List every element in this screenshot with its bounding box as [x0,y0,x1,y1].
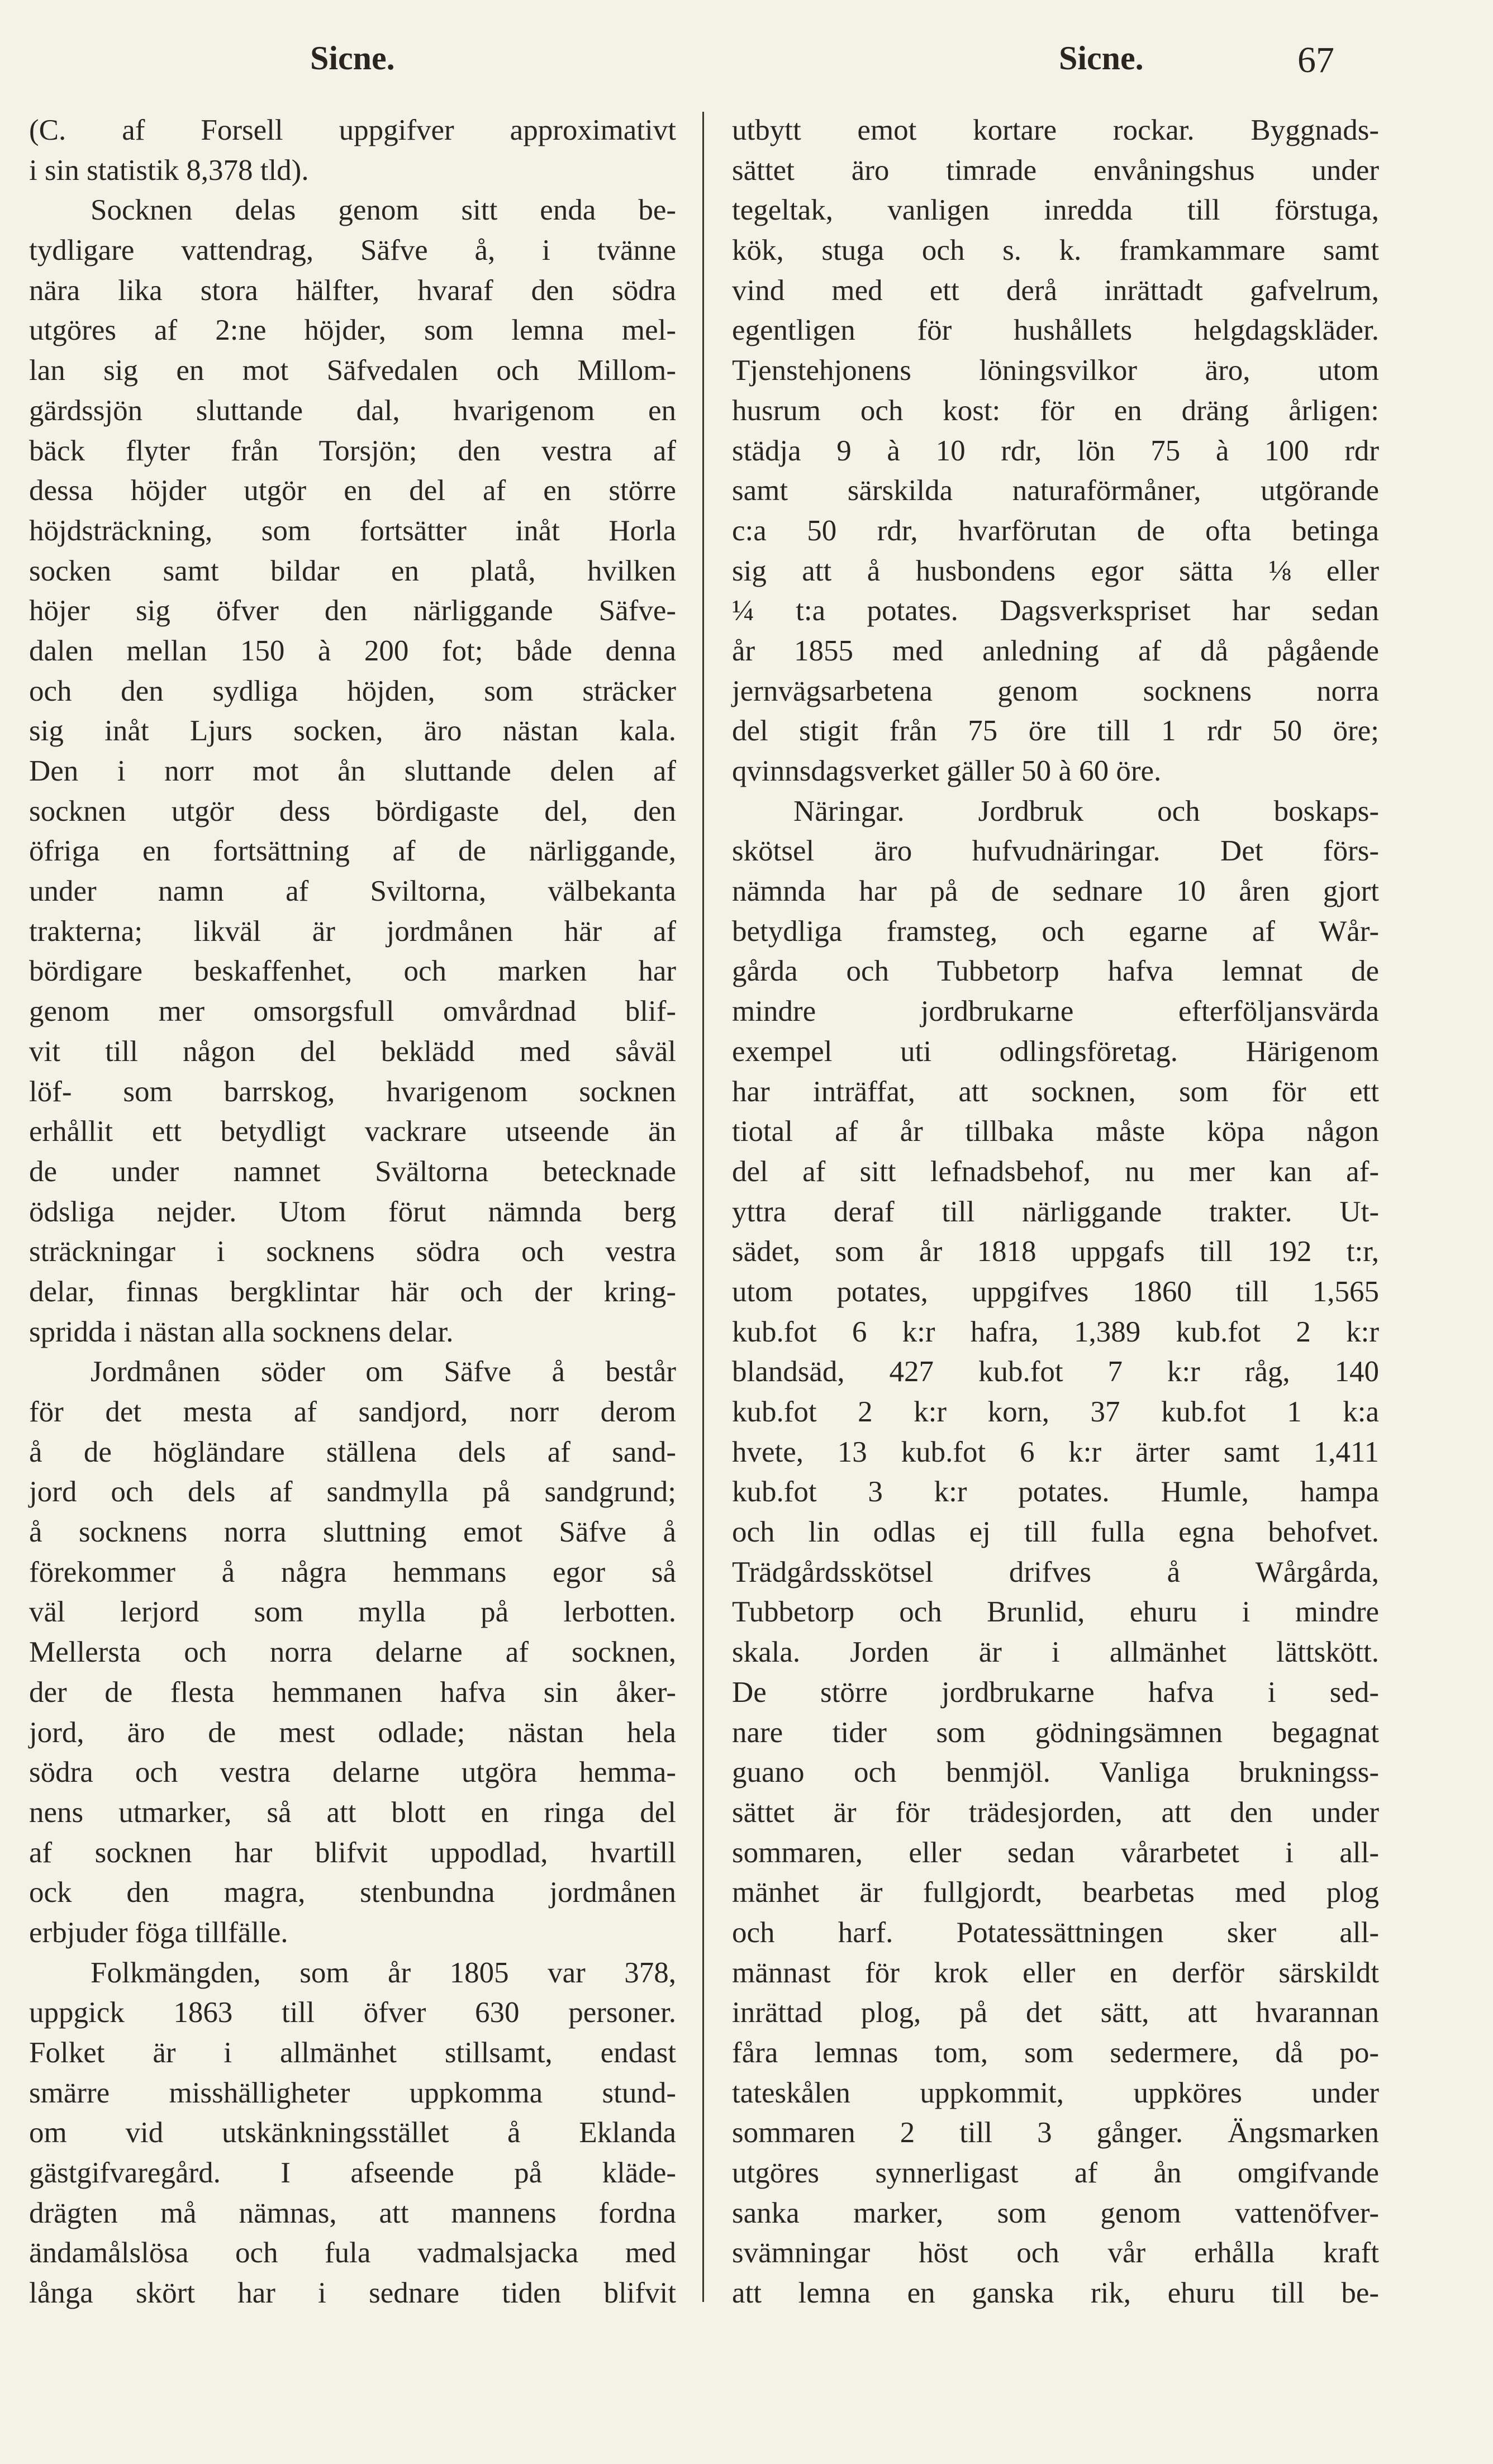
text-line: och lin odlas ej till fulla egna behofvet. [732,1516,1379,1549]
text-line: kub.fot 2 k:r korn, 37 kub.fot 1 k:a [732,1396,1379,1428]
text-line: nare tider som gödningsämnen begagnat [732,1716,1379,1749]
text-line: å de högländare ställena dels af sand- [29,1435,676,1468]
text-line: kub.fot 6 k:r hafra, 1,389 kub.fot 2 k:r [732,1315,1379,1348]
text-line: exempel uti odlingsföretag. Härigenom [732,1035,1379,1068]
running-head-right: Sicne. [1059,40,1144,77]
text-line: år 1855 med anledning af då pågående [732,634,1379,667]
text-line: under namn af Sviltorna, välbekanta [29,875,676,908]
text-line: (C. af Forsell uppgifver approximativt [29,114,676,146]
text-line: drägten må nämnas, att mannens fordna [29,2196,676,2229]
text-line: tiotal af år tillbaka måste köpa någon [732,1115,1379,1148]
text-line: De större jordbrukarne hafva i sed- [732,1676,1379,1709]
text-line: Mellersta och norra delarne af socknen, [29,1636,676,1669]
text-line: af socknen har blifvit uppodlad, hvartill [29,1836,676,1869]
text-line: dessa höjder utgör en del af en större [29,474,676,507]
text-line: i sin statistik 8,378 tld). [29,154,309,187]
text-line: Folket är i allmänhet stillsamt, endast [29,2037,676,2069]
text-line: jernvägsarbetena genom socknens norra [732,674,1379,707]
text-line: Den i norr mot ån sluttande delen af [29,755,676,787]
text-line: spridda i nästan alla socknens delar. [29,1315,454,1348]
text-line: att lemna en ganska rik, ehuru till be- [732,2277,1379,2310]
right-text-column [732,111,1379,2314]
text-line: samt särskilda naturaförmåner, utgörande [732,474,1379,507]
text-line: nens utmarker, så att blott en ringa del [29,1796,676,1829]
text-line: sommaren 2 till 3 gånger. Ängsmarken [732,2116,1379,2149]
text-line: skala. Jorden är i allmänhet lättskött. [732,1636,1379,1669]
text-line: å socknens norra sluttning emot Säfve å [29,1516,676,1549]
text-line: bördigare beskaffenhet, och marken har [29,955,676,988]
text-line: södra och vestra delarne utgöra hemma- [29,1756,676,1789]
text-line: Trädgårdsskötsel drifves å Wårgårda, [732,1556,1379,1588]
text-line: tydligare vattendrag, Säfve å, i tvänne [29,234,676,267]
text-line: sig att å husbondens egor sätta ⅛ eller [732,554,1379,587]
text-line: erbjuder föga tillfälle. [29,1916,288,1949]
text-line: om vid utskänkningsstället å Eklanda [29,2116,676,2149]
text-line: skötsel äro hufvudnäringar. Det förs- [732,835,1379,868]
text-line: utgöres synnerligast af ån omgifvande [732,2157,1379,2190]
page-number: 67 [1297,40,1334,80]
text-line: genom mer omsorgsfull omvårdnad blif- [29,995,676,1028]
text-line: socken samt bildar en platå, hvilken [29,554,676,587]
text-line: egentligen för hushållets helgdagskläder. [732,314,1379,347]
text-line: sommaren, eller sedan vårarbetet i all- [732,1836,1379,1869]
text-line: Socknen delas genom sitt enda be- [91,194,676,227]
text-line: guano och benmjöl. Vanliga brukningss- [732,1756,1379,1789]
text-line: del af sitt lefnadsbehof, nu mer kan af- [732,1155,1379,1188]
running-head-left: Sicne. [310,40,395,77]
text-line: Jordmånen söder om Säfve å består [91,1355,676,1388]
text-line: yttra deraf till närliggande trakter. Ut- [732,1195,1379,1228]
text-line: socknen utgör dess bördigaste del, den [29,795,676,827]
left-text-column [29,111,676,2314]
text-line: erhållit ett betydligt vackrare utseende än [29,1115,676,1148]
text-line: smärre misshälligheter uppkomma stund- [29,2076,676,2109]
text-line: c:a 50 rdr, hvarförutan de ofta betinga [732,514,1379,547]
text-line: gårda och Tubbetorp hafva lemnat de [732,955,1379,988]
text-line: ödsliga nejder. Utom förut nämnda berg [29,1195,676,1228]
text-line: utbytt emot kortare rockar. Byggnads- [732,114,1379,146]
text-line: nämnda har på de sednare 10 åren gjort [732,875,1379,908]
text-line: nära lika stora hälfter, hvaraf den södra [29,274,676,307]
text-line: jord och dels af sandmylla på sandgrund; [29,1476,676,1509]
text-line: för det mesta af sandjord, norr derom [29,1396,676,1428]
text-line: löf- som barrskog, hvarigenom socknen [29,1075,676,1108]
text-line: betydliga framsteg, och egarne af Wår- [732,915,1379,948]
text-line: Tjenstehjonens löningsvilkor äro, utom [732,354,1379,387]
text-line: ¼ t:a potates. Dagsverkspriset har sedan [732,594,1379,627]
text-line: öfriga en fortsättning af de närliggande, [29,835,676,868]
text-line: tegeltak, vanligen inredda till förstuga, [732,194,1379,227]
column-divider [702,112,704,2302]
text-line: jord, äro de mest odlade; nästan hela [29,1716,676,1749]
text-line: fåra lemnas tom, som sedermere, då po- [732,2037,1379,2069]
text-line: väl lerjord som mylla på lerbotten. [29,1596,676,1629]
text-line: har inträffat, att socknen, som för ett [732,1075,1379,1108]
text-line: männast för krok eller en derför särskildt [732,1956,1379,1989]
text-line: gästgifvaregård. I afseende på kläde- [29,2157,676,2190]
text-line: kub.fot 3 k:r potates. Humle, hampa [732,1476,1379,1509]
text-line: sanka marker, som genom vattenöfver- [732,2196,1379,2229]
text-line: delar, finnas bergklintar här och der kring- [29,1275,676,1308]
text-line: qvinnsdagsverket gäller 50 à 60 öre. [732,755,1162,787]
text-line: hvete, 13 kub.fot 6 k:r ärter samt 1,411 [732,1435,1379,1468]
text-line: vit till någon del beklädd med såväl [29,1035,676,1068]
text-line: höjdsträckning, som fortsätter inåt Horla [29,514,676,547]
text-line: bäck flyter från Torsjön; den vestra af [29,434,676,467]
text-line: sättet är för trädesjorden, att den under [732,1796,1379,1829]
text-line: vind med ett derå inrättadt gafvelrum, [732,274,1379,307]
text-line: Tubbetorp och Brunlid, ehuru i mindre [732,1596,1379,1629]
text-line: svämningar höst och vår erhålla kraft [732,2237,1379,2270]
text-line: och harf. Potatessättningen sker all- [732,1916,1379,1949]
text-line: de under namnet Svältorna betecknade [29,1155,676,1188]
text-line: inrättad plog, på det sätt, att hvarannan [732,1996,1379,2029]
text-line: husrum och kost: för en dräng årligen: [732,394,1379,427]
text-line: mänhet är fullgjordt, bearbetas med plog [732,1876,1379,1909]
text-line: lan sig en mot Säfvedalen och Millom- [29,354,676,387]
text-line: gärdssjön sluttande dal, hvarigenom en [29,394,676,427]
text-line: dalen mellan 150 à 200 fot; både denna [29,634,676,667]
text-line: ändamålslösa och fula vadmalsjacka med [29,2237,676,2270]
text-line: förekommer å några hemmans egor så [29,1556,676,1588]
text-line: trakterna; likväl är jordmånen här af [29,915,676,948]
text-line: del stigit från 75 öre till 1 rdr 50 öre; [732,715,1379,748]
text-line: blandsäd, 427 kub.fot 7 k:r råg, 140 [732,1355,1379,1388]
text-line: sträckningar i socknens södra och vestra [29,1235,676,1268]
text-line: tateskålen uppkommit, uppköres under [732,2076,1379,2109]
text-line: der de flesta hemmanen hafva sin åker- [29,1676,676,1709]
text-line: utom potates, uppgifves 1860 till 1,565 [732,1275,1379,1308]
text-line: utgöres af 2:ne höjder, som lemna mel- [29,314,676,347]
text-line: städja 9 à 10 rdr, lön 75 à 100 rdr [732,434,1379,467]
text-line: kök, stuga och s. k. framkammare samt [732,234,1379,267]
text-line: höjer sig öfver den närliggande Säfve- [29,594,676,627]
text-line: Näringar. Jordbruk och boskaps- [793,795,1379,827]
text-line: uppgick 1863 till öfver 630 personer. [29,1996,676,2029]
text-line: långa skört har i sednare tiden blifvit [29,2277,676,2310]
text-line: sig inåt Ljurs socken, äro nästan kala. [29,715,676,748]
text-line: och den sydliga höjden, som sträcker [29,674,676,707]
text-line: sädet, som år 1818 uppgafs till 192 t:r, [732,1235,1379,1268]
text-line: sättet äro timrade envåningshus under [732,154,1379,187]
text-line: ock den magra, stenbundna jordmånen [29,1876,676,1909]
text-line: mindre jordbrukarne efterföljansvärda [732,995,1379,1028]
text-line: Folkmängden, som år 1805 var 378, [91,1956,676,1989]
